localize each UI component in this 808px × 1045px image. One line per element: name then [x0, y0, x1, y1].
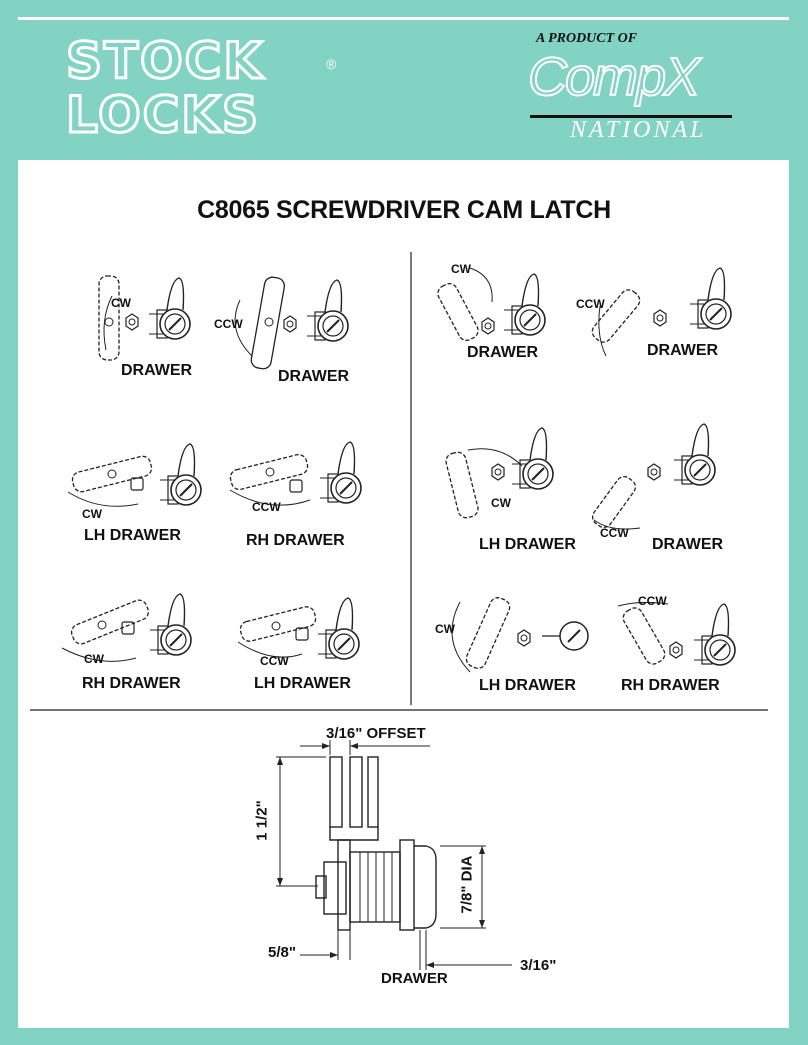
direction-label-l5: CW: [84, 652, 104, 666]
caption-r3: LH DRAWER: [479, 536, 576, 553]
direction-label-l1: CW: [111, 296, 131, 310]
national-label: NATIONAL: [570, 117, 707, 143]
caption-l3: LH DRAWER: [84, 527, 181, 544]
direction-label-r4: CCW: [600, 526, 629, 540]
direction-label-l4: CCW: [252, 500, 281, 514]
direction-label-l2: CCW: [214, 317, 243, 331]
caption-r6: RH DRAWER: [621, 677, 720, 694]
stock-locks-logo-line1: STOCK: [66, 32, 265, 90]
thickness-dimension: 5/8": [268, 944, 296, 961]
caption-l5: RH DRAWER: [82, 675, 181, 692]
direction-label-r1: CW: [451, 262, 471, 276]
direction-label-r2: CCW: [576, 297, 605, 311]
page-title: C8065 SCREWDRIVER CAM LATCH: [197, 196, 611, 224]
caption-l4: RH DRAWER: [246, 532, 345, 549]
caption-r1: DRAWER: [467, 344, 539, 361]
height-dimension: 1 1/2": [253, 800, 271, 841]
direction-label-r6: CCW: [638, 594, 667, 608]
lip-dimension: 3/16": [520, 957, 557, 974]
caption-r5: LH DRAWER: [479, 677, 576, 694]
compx-logo: CompX: [528, 47, 699, 107]
direction-label-l6: CCW: [260, 654, 289, 668]
registered-mark: ®: [326, 56, 337, 72]
product-of-label: A PRODUCT OF: [536, 31, 638, 46]
stock-locks-logo-line2: LOCKS: [66, 86, 261, 144]
caption-l6: LH DRAWER: [254, 675, 351, 692]
direction-label-r3: CW: [491, 496, 511, 510]
caption-r4: DRAWER: [652, 536, 724, 553]
caption-r2: DRAWER: [647, 342, 719, 359]
drawer-dimension: DRAWER: [381, 970, 448, 987]
offset-dimension: 3/16" OFFSET: [326, 725, 426, 742]
caption-l2: DRAWER: [278, 368, 350, 385]
direction-label-l3: CW: [82, 507, 102, 521]
caption-l1: DRAWER: [121, 362, 193, 379]
diameter-dimension: 7/8" DIA: [458, 855, 476, 914]
direction-label-r5: CW: [435, 622, 455, 636]
